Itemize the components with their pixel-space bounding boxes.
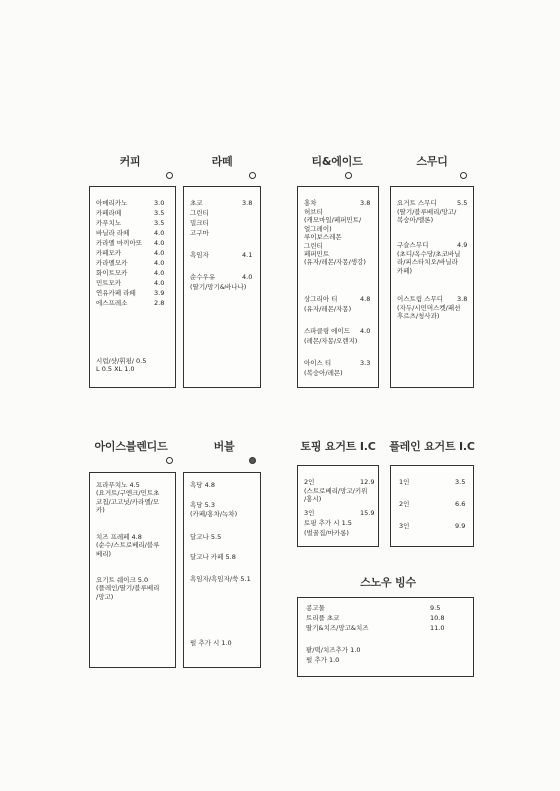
item-name: 1인 <box>399 478 410 486</box>
item-price: 4.0 <box>360 327 371 335</box>
item-price: 4.0 <box>154 239 165 247</box>
bubble-menu-box <box>183 472 261 668</box>
menu-item: 흑임자/흑임자/쑥 5.1 <box>190 575 251 583</box>
section-title-topping: 토핑 요거트 I.C <box>300 440 376 453</box>
menu-item: 요기트 쉐이크 5.0 (플레인/딸기/블루베리 /망고) <box>96 576 160 601</box>
item-price: 4.8 <box>360 295 371 303</box>
item-options: (유자/레몬/자몽) <box>304 305 352 313</box>
item-name: 구슬스무디 <box>397 241 429 249</box>
section-title-tea: 티&에이드 <box>311 155 363 168</box>
topping-yogurt-box <box>297 465 379 547</box>
bullet-icon <box>460 172 467 179</box>
item-price: 4.0 <box>154 279 165 287</box>
item-name: 고구마 <box>190 229 209 237</box>
topping-note: 팥/떡/치즈추가 1.0 <box>306 646 361 654</box>
bubble-note: 펄 추가 시 1.0 <box>190 639 232 647</box>
item-name: 스파클링 에이드 <box>304 327 351 335</box>
item-price: 4.9 <box>457 241 468 249</box>
item-price: 3.5 <box>154 219 165 227</box>
bullet-icon <box>249 172 256 179</box>
item-options: (복숭아/레몬) <box>304 369 343 377</box>
item-name: 홍차 <box>304 199 317 207</box>
item-options: (레몬/자몽/오렌지) <box>304 337 358 345</box>
item-name: 카푸치노 <box>96 219 122 227</box>
latte-menu-box <box>183 186 261 388</box>
item-name: 그린티 <box>190 209 209 217</box>
item-price: 6.6 <box>455 500 466 508</box>
item-price: 9.9 <box>455 522 466 530</box>
iceblended-menu-box <box>89 472 176 668</box>
item-name: 아이스 티 <box>304 359 332 367</box>
item-name: 2인 <box>304 478 315 486</box>
bullet-icon <box>166 172 173 179</box>
item-name: 초코 <box>190 199 203 207</box>
item-options: (초디/옥수당/초코바닐 라/피스타치오/바닐라 카페) <box>397 250 461 275</box>
item-name: 순수우유 <box>190 273 216 281</box>
snow-bingsu-box <box>297 597 474 677</box>
item-name: 밀크티 <box>190 219 209 227</box>
item-price: 4.0 <box>154 259 165 267</box>
menu-item: 달고나 카페 5.8 <box>190 553 236 561</box>
section-title-latte: 라떼 <box>211 155 233 168</box>
item-price: 4.1 <box>242 251 253 259</box>
menu-item: 프라푸치노 4.5 (요거트/구엔크/민트초 코칩/고고넛/카라멜/모 카) <box>96 481 160 515</box>
item-price: 3.9 <box>154 289 165 297</box>
item-price: 12.9 <box>360 478 375 486</box>
bullet-icon <box>166 457 173 464</box>
item-price: 9.5 <box>430 604 441 612</box>
section-title-plain: 플레인 요거트 I.C <box>389 440 475 453</box>
item-price: 3.0 <box>154 199 165 207</box>
item-name: 카페라떼 <box>96 209 122 217</box>
item-name: 상그리아 티 <box>304 295 338 303</box>
smoothie-menu-box <box>390 186 474 388</box>
coffee-options-note: 시럽/샷/휘핑/ 0.5 L 0.5 XL 1.0 <box>96 357 147 374</box>
item-name: 카페모카 <box>96 249 122 257</box>
item-name: 연유카페 라떼 <box>96 289 136 297</box>
topping-note: 펄 추가 1.0 <box>306 656 340 664</box>
item-options: (딸기/블루베리/망고/ 복숭아/멜론) <box>397 208 457 225</box>
item-name: 민트모카 <box>96 279 122 287</box>
item-price: 15.9 <box>360 509 375 517</box>
item-name: 화이트모카 <box>96 269 128 277</box>
item-price: 10.8 <box>430 614 445 622</box>
item-options: (카페/홍차/녹차) <box>190 510 238 518</box>
item-name: 아메리카노 <box>96 199 128 207</box>
item-name: 카라멜 마끼아또 <box>96 239 143 247</box>
plain-yogurt-box <box>390 465 474 547</box>
item-price: 11.0 <box>430 624 445 632</box>
item-price: 3.5 <box>154 209 165 217</box>
item-price: 2.8 <box>154 299 165 307</box>
item-price: 3.3 <box>360 359 371 367</box>
item-options: (딸기/망기&바나나) <box>190 283 247 291</box>
item-price: 3.8 <box>242 199 253 207</box>
menu-item: 치즈 프레페 4.8 (순수/스트로베리/블루 베리) <box>96 533 160 558</box>
section-title-snow: 스노우 빙수 <box>360 576 416 589</box>
item-price: 3.5 <box>455 478 466 486</box>
item-price: 3.8 <box>360 199 371 207</box>
item-price: 4.0 <box>154 229 165 237</box>
item-name: 흑임자 <box>190 251 209 259</box>
item-name: 3인 <box>399 522 410 530</box>
item-options: (자두/시민머스켓/패션 후르츠/청사과) <box>397 304 461 321</box>
item-name: 콩고물 <box>306 604 325 612</box>
menu-item: 흑당 4.8 <box>190 481 215 489</box>
coffee-menu-box <box>89 186 176 388</box>
item-name: 이스트림 스무디 <box>397 295 444 303</box>
menu-item: 토핑 추가 시 1.5 <box>304 519 352 527</box>
menu-item: 달고나 5.5 <box>190 533 222 541</box>
section-title-iceblended: 아이스블렌디드 <box>94 440 168 453</box>
item-name: 트리플 초코 <box>306 614 340 622</box>
section-title-smoothie: 스무디 <box>416 155 448 168</box>
item-name: 3인 <box>304 509 315 517</box>
item-price: 3.8 <box>457 295 468 303</box>
bullet-icon <box>249 457 256 464</box>
item-price: 5.5 <box>457 199 468 207</box>
menu-item: 흑당 5.3 <box>190 501 215 509</box>
item-name: 에스프레소 <box>96 299 128 307</box>
item-name: 바닐라 라떼 <box>96 229 130 237</box>
bullet-icon <box>345 172 352 179</box>
section-title-coffee: 커피 <box>119 155 141 168</box>
item-options: (스트로베리/망고/키위 /홍시) <box>304 487 368 504</box>
item-price: 4.0 <box>242 273 253 281</box>
item-options: (벌꿀집/마카롱) <box>304 529 349 537</box>
section-title-bubble: 버블 <box>213 440 235 453</box>
item-name: 카라멜모카 <box>96 259 128 267</box>
item-name: 딸기&치즈/망고&치즈 <box>306 624 369 632</box>
item-name: 요거트 스무디 <box>397 199 437 207</box>
item-price: 4.0 <box>154 249 165 257</box>
item-price: 4.0 <box>154 269 165 277</box>
item-options: 허브티 (캐모마일/페퍼민트/ 얼그레이) 루이보스레몬 그린티 페퍼민트 (유자/레몬/자몽/생강) <box>304 208 366 267</box>
item-name: 2인 <box>399 500 410 508</box>
tea-ade-menu-box <box>297 186 379 388</box>
